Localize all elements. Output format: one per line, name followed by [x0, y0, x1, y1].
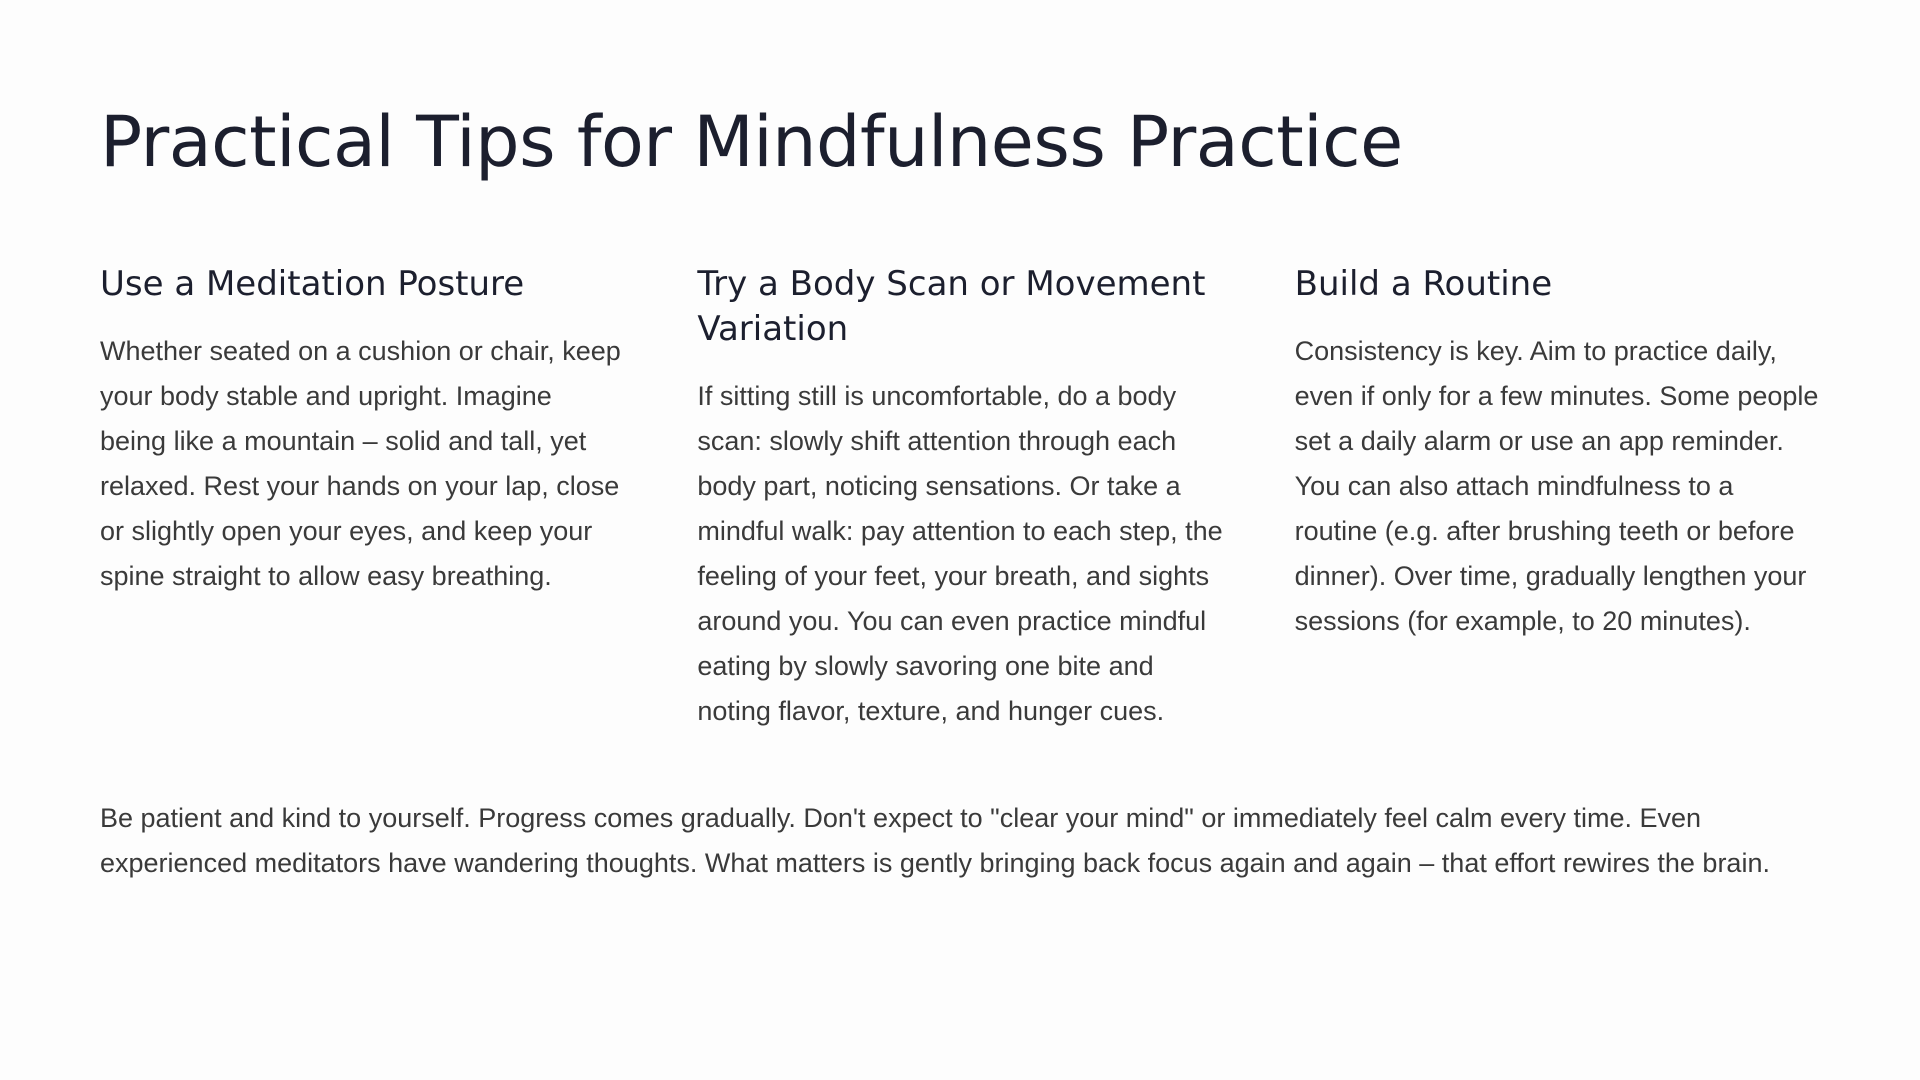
tip-heading: Use a Meditation Posture	[100, 264, 525, 304]
tip-heading: Build a Routine	[1294, 264, 1553, 304]
tip-text: Whether seated on a cushion or chair, keep your body stable and upright. Imagine being like a mountain – solid and tall, yet relaxed. Rest your hands on your lap, close or slightly open your eyes, and keep your spine straight to allow easy breathing.	[100, 336, 621, 591]
tip-column-body-scan	[697, 262, 1222, 734]
tip-column-routine	[1295, 262, 1820, 734]
tip-column-posture	[100, 262, 625, 734]
closing-paragraph: Be patient and kind to yourself. Progress comes gradually. Don't expect to "clear your mind" or immediately feel calm every time. Even experienced meditators have wandering thoughts. What matters is gently bringing back focus again and again – that effort rewires the brain.	[100, 803, 1770, 878]
page-title: Practical Tips for Mindfulness Practice	[100, 101, 1403, 183]
tip-text: Consistency is key. Aim to practice daily, even if only for a few minutes. Some people set a daily alarm or use an app reminder. You can also attach mindfulness to a routine (e.g. after brushing teeth or before dinner). Over time, gradually lengthen your sessions (for example, to 20 minutes).	[1294, 336, 1819, 636]
tips-columns	[100, 262, 1820, 734]
tip-text: If sitting still is uncomfortable, do a body scan: slowly shift attention through each body part, noticing sensations. Or take a mindful walk: pay attention to each step, the feeling of your feet, your breath, and sights around you. You can even practice mindful eating by slowly savoring one bite and noting flavor, texture, and hunger cues.	[697, 381, 1223, 726]
tip-heading: Try a Body Scan or Movement Variation	[697, 264, 1206, 349]
